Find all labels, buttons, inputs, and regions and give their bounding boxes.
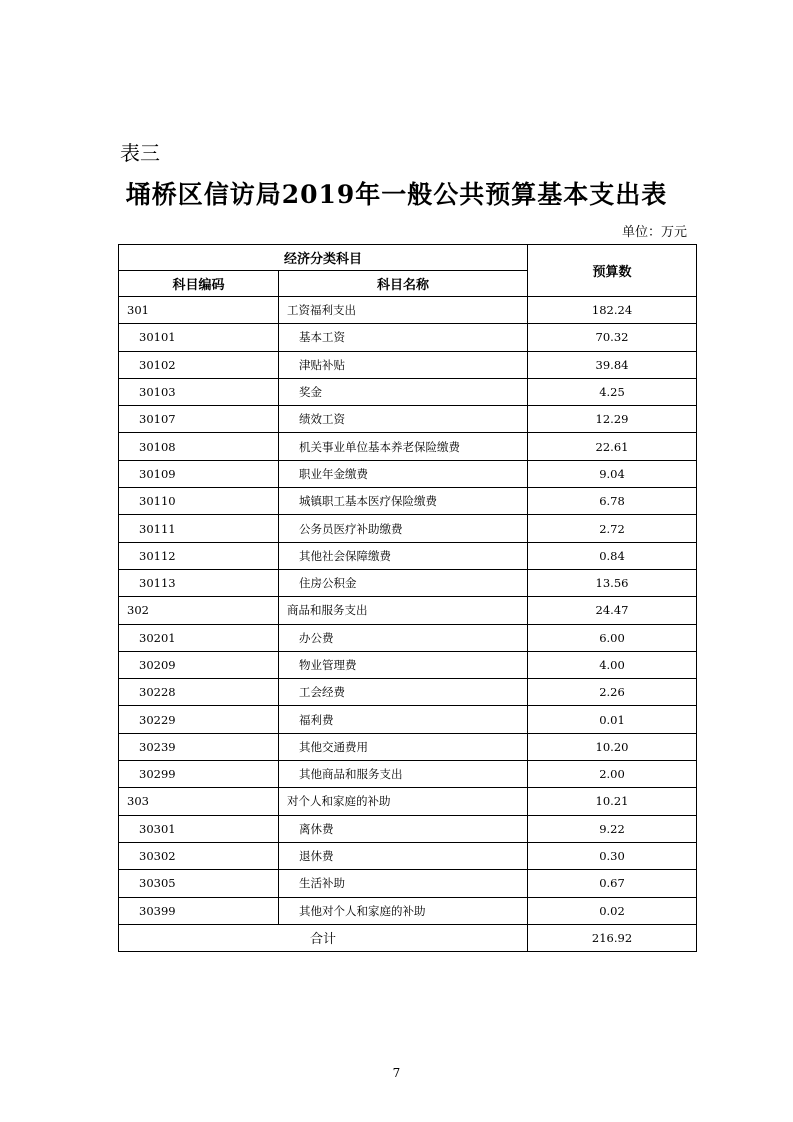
row-name: 其他商品和服务支出 [279,761,528,788]
row-name: 其他社会保障缴费 [279,542,528,569]
row-name: 公务员医疗补助缴费 [279,515,528,542]
row-amount: 0.02 [528,897,697,924]
header-amount: 预算数 [528,245,697,297]
row-name: 机关事业单位基本养老保险缴费 [279,433,528,460]
row-amount: 9.22 [528,815,697,842]
table-row [119,761,697,788]
row-code: 30301 [119,815,279,842]
table-row [119,515,697,542]
row-code: 30399 [119,897,279,924]
table-row [119,297,697,324]
table-row [119,815,697,842]
row-name: 其他对个人和家庭的补助 [279,897,528,924]
row-name: 津贴补贴 [279,351,528,378]
table-row [119,733,697,760]
row-name: 退休费 [279,842,528,869]
row-amount: 182.24 [528,297,697,324]
row-amount: 70.32 [528,324,697,351]
table-row [119,679,697,706]
row-amount: 9.04 [528,460,697,487]
row-code: 30302 [119,842,279,869]
total-amount: 216.92 [528,924,697,951]
total-label: 合计 [119,924,528,951]
table-row [119,433,697,460]
row-name: 商品和服务支出 [279,597,528,624]
row-amount: 39.84 [528,351,697,378]
table-row [119,624,697,651]
table-row [119,542,697,569]
header-code: 科目编码 [119,271,279,297]
row-code: 302 [119,597,279,624]
row-name: 住房公积金 [279,569,528,596]
row-code: 30239 [119,733,279,760]
row-code: 301 [119,297,279,324]
table-body [119,297,697,925]
table-row [119,897,697,924]
row-amount: 2.26 [528,679,697,706]
row-amount: 0.30 [528,842,697,869]
row-code: 30107 [119,406,279,433]
row-name: 工资福利支出 [279,297,528,324]
table-row [119,706,697,733]
table-row [119,870,697,897]
total-row [119,924,697,951]
row-amount: 4.00 [528,651,697,678]
row-code: 30229 [119,706,279,733]
row-code: 303 [119,788,279,815]
unit-label: 单位：万元 [621,225,687,240]
header-row-top [119,245,697,271]
table-row [119,406,697,433]
row-code: 30209 [119,651,279,678]
header-name: 科目名称 [279,271,528,297]
table-label: 表三 [120,141,160,165]
row-code: 30108 [119,433,279,460]
row-amount: 0.67 [528,870,697,897]
table-row [119,324,697,351]
table-row [119,378,697,405]
table-row [119,597,697,624]
row-amount: 6.78 [528,488,697,515]
table-row [119,651,697,678]
table-row [119,788,697,815]
row-code: 30110 [119,488,279,515]
row-code: 30305 [119,870,279,897]
row-name: 离休费 [279,815,528,842]
table-row [119,351,697,378]
row-name: 基本工资 [279,324,528,351]
row-name: 生活补助 [279,870,528,897]
row-amount: 22.61 [528,433,697,460]
row-name: 其他交通费用 [279,733,528,760]
row-amount: 2.00 [528,761,697,788]
row-amount: 0.84 [528,542,697,569]
table-row [119,842,697,869]
row-code: 30201 [119,624,279,651]
row-amount: 2.72 [528,515,697,542]
table-row [119,569,697,596]
row-code: 30103 [119,378,279,405]
row-amount: 6.00 [528,624,697,651]
row-name: 办公费 [279,624,528,651]
table-row [119,460,697,487]
row-name: 奖金 [279,378,528,405]
row-amount: 12.29 [528,406,697,433]
row-name: 城镇职工基本医疗保险缴费 [279,488,528,515]
row-amount: 13.56 [528,569,697,596]
page-title: 埇桥区信访局2019年一般公共预算基本支出表 [125,180,668,209]
row-code: 30101 [119,324,279,351]
row-code: 30111 [119,515,279,542]
row-code: 30102 [119,351,279,378]
row-amount: 10.21 [528,788,697,815]
row-amount: 4.25 [528,378,697,405]
row-code: 30228 [119,679,279,706]
row-name: 福利费 [279,706,528,733]
row-name: 工会经费 [279,679,528,706]
row-amount: 0.01 [528,706,697,733]
header-classification: 经济分类科目 [119,245,528,271]
row-code: 30299 [119,761,279,788]
row-code: 30112 [119,542,279,569]
row-amount: 10.20 [528,733,697,760]
page-number: 7 [392,1066,401,1080]
row-name: 物业管理费 [279,651,528,678]
row-code: 30113 [119,569,279,596]
row-name: 绩效工资 [279,406,528,433]
row-amount: 24.47 [528,597,697,624]
row-code: 30109 [119,460,279,487]
row-name: 职业年金缴费 [279,460,528,487]
row-name: 对个人和家庭的补助 [279,788,528,815]
budget-table [118,244,697,952]
table-row [119,488,697,515]
